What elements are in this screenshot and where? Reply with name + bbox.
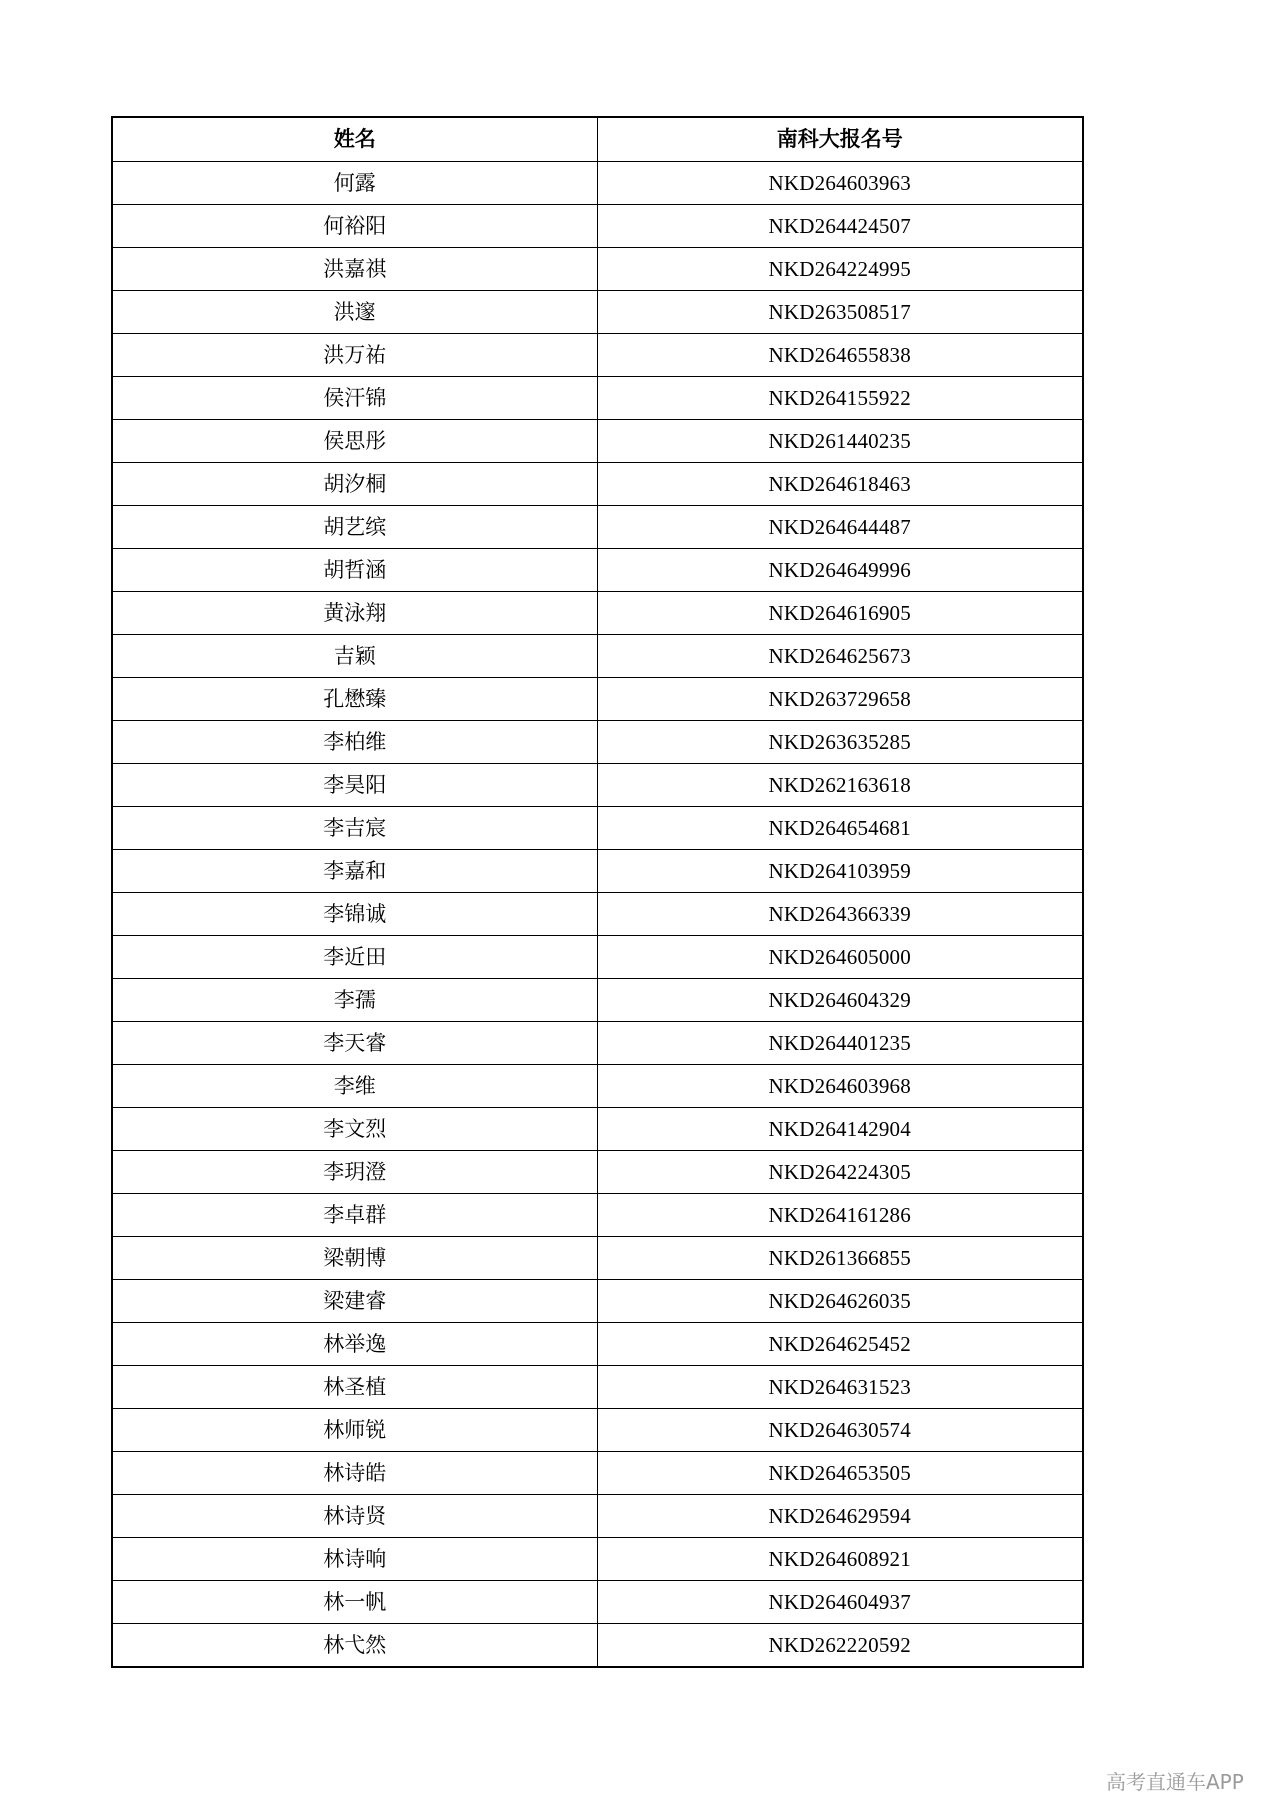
registration-number-cell: NKD264605000 bbox=[597, 936, 1083, 979]
registration-number-cell: NKD264604329 bbox=[597, 979, 1083, 1022]
name-cell: 林举逸 bbox=[112, 1323, 597, 1366]
registration-number-cell: NKD264603968 bbox=[597, 1065, 1083, 1108]
table-row bbox=[112, 764, 1083, 807]
name-cell: 洪邃 bbox=[112, 291, 597, 334]
name-cell: 李近田 bbox=[112, 936, 597, 979]
header-row bbox=[112, 117, 1083, 162]
watermark: 高考直通车APP bbox=[1106, 1770, 1244, 1794]
table-row bbox=[112, 334, 1083, 377]
table-row bbox=[112, 1194, 1083, 1237]
table-body bbox=[112, 162, 1083, 1668]
registration-number-cell: NKD264629594 bbox=[597, 1495, 1083, 1538]
table-row bbox=[112, 291, 1083, 334]
name-cell: 林圣植 bbox=[112, 1366, 597, 1409]
registration-number-cell: NKD264625452 bbox=[597, 1323, 1083, 1366]
registration-number-cell: NKD262163618 bbox=[597, 764, 1083, 807]
name-cell: 林弋然 bbox=[112, 1624, 597, 1668]
name-cell: 李孺 bbox=[112, 979, 597, 1022]
registration-number-cell: NKD264616905 bbox=[597, 592, 1083, 635]
registration-number-cell: NKD264618463 bbox=[597, 463, 1083, 506]
registration-number-cell: NKD261440235 bbox=[597, 420, 1083, 463]
name-cell: 黄泳翔 bbox=[112, 592, 597, 635]
name-cell: 侯汗锦 bbox=[112, 377, 597, 420]
table-row bbox=[112, 1323, 1083, 1366]
registration-number-cell: NKD264654681 bbox=[597, 807, 1083, 850]
name-cell: 李天睿 bbox=[112, 1022, 597, 1065]
registration-number-cell: NKD264608921 bbox=[597, 1538, 1083, 1581]
registration-number-cell: NKD264603963 bbox=[597, 162, 1083, 205]
header-registration-number: 南科大报名号 bbox=[597, 117, 1083, 162]
table-row bbox=[112, 248, 1083, 291]
table-header bbox=[112, 117, 1083, 162]
table-row bbox=[112, 463, 1083, 506]
table-row bbox=[112, 1366, 1083, 1409]
registration-number-cell: NKD264161286 bbox=[597, 1194, 1083, 1237]
registration-number-cell: NKD264424507 bbox=[597, 205, 1083, 248]
table-row bbox=[112, 1538, 1083, 1581]
table-row bbox=[112, 807, 1083, 850]
registration-number-cell: NKD264653505 bbox=[597, 1452, 1083, 1495]
registration-number-cell: NKD264626035 bbox=[597, 1280, 1083, 1323]
registration-number-cell: NKD261366855 bbox=[597, 1237, 1083, 1280]
name-cell: 李卓群 bbox=[112, 1194, 597, 1237]
name-cell: 胡哲涵 bbox=[112, 549, 597, 592]
name-cell: 洪万祐 bbox=[112, 334, 597, 377]
registration-number-cell: NKD264625673 bbox=[597, 635, 1083, 678]
name-cell: 孔懋臻 bbox=[112, 678, 597, 721]
table-row bbox=[112, 979, 1083, 1022]
table-row bbox=[112, 721, 1083, 764]
registration-number-cell: NKD264630574 bbox=[597, 1409, 1083, 1452]
table-row bbox=[112, 1624, 1083, 1668]
name-cell: 李玥澄 bbox=[112, 1151, 597, 1194]
table-row bbox=[112, 420, 1083, 463]
table-row bbox=[112, 1452, 1083, 1495]
name-cell: 梁建睿 bbox=[112, 1280, 597, 1323]
table-row bbox=[112, 1581, 1083, 1624]
name-cell: 林诗贤 bbox=[112, 1495, 597, 1538]
name-cell: 胡艺缤 bbox=[112, 506, 597, 549]
table-row bbox=[112, 549, 1083, 592]
table-row bbox=[112, 377, 1083, 420]
name-cell: 林诗响 bbox=[112, 1538, 597, 1581]
table-row bbox=[112, 635, 1083, 678]
registration-number-cell: NKD264224305 bbox=[597, 1151, 1083, 1194]
table-row bbox=[112, 1409, 1083, 1452]
registration-number-cell: NKD264142904 bbox=[597, 1108, 1083, 1151]
name-cell: 梁朝博 bbox=[112, 1237, 597, 1280]
table-row bbox=[112, 936, 1083, 979]
table-row bbox=[112, 1237, 1083, 1280]
name-cell: 林一帆 bbox=[112, 1581, 597, 1624]
name-cell: 李文烈 bbox=[112, 1108, 597, 1151]
name-cell: 吉颖 bbox=[112, 635, 597, 678]
name-cell: 胡汐桐 bbox=[112, 463, 597, 506]
registration-number-cell: NKD262220592 bbox=[597, 1624, 1083, 1668]
registration-number-cell: NKD264655838 bbox=[597, 334, 1083, 377]
name-cell: 李柏维 bbox=[112, 721, 597, 764]
name-cell: 李维 bbox=[112, 1065, 597, 1108]
table-row bbox=[112, 893, 1083, 936]
name-cell: 何露 bbox=[112, 162, 597, 205]
name-cell: 何裕阳 bbox=[112, 205, 597, 248]
registration-number-cell: NKD263729658 bbox=[597, 678, 1083, 721]
table-row bbox=[112, 1280, 1083, 1323]
registration-number-cell: NKD264155922 bbox=[597, 377, 1083, 420]
table-row bbox=[112, 678, 1083, 721]
registration-number-cell: NKD264366339 bbox=[597, 893, 1083, 936]
table-row bbox=[112, 1151, 1083, 1194]
registration-number-cell: NKD264649996 bbox=[597, 549, 1083, 592]
name-cell: 李锦诚 bbox=[112, 893, 597, 936]
table-row bbox=[112, 205, 1083, 248]
name-cell: 李嘉和 bbox=[112, 850, 597, 893]
name-cell: 李昊阳 bbox=[112, 764, 597, 807]
table-row bbox=[112, 592, 1083, 635]
table-row bbox=[112, 1065, 1083, 1108]
registration-number-cell: NKD264224995 bbox=[597, 248, 1083, 291]
table-row bbox=[112, 850, 1083, 893]
registration-number-cell: NKD263508517 bbox=[597, 291, 1083, 334]
registration-number-cell: NKD263635285 bbox=[597, 721, 1083, 764]
enrollment-table bbox=[111, 116, 1084, 1668]
name-cell: 林师锐 bbox=[112, 1409, 597, 1452]
registration-number-cell: NKD264604937 bbox=[597, 1581, 1083, 1624]
table-row bbox=[112, 1108, 1083, 1151]
registration-number-cell: NKD264401235 bbox=[597, 1022, 1083, 1065]
table-row bbox=[112, 1022, 1083, 1065]
table-row bbox=[112, 506, 1083, 549]
name-cell: 洪嘉祺 bbox=[112, 248, 597, 291]
name-cell: 李吉宸 bbox=[112, 807, 597, 850]
name-cell: 林诗皓 bbox=[112, 1452, 597, 1495]
table-row bbox=[112, 1495, 1083, 1538]
header-name: 姓名 bbox=[112, 117, 597, 162]
registration-number-cell: NKD264103959 bbox=[597, 850, 1083, 893]
registration-number-cell: NKD264631523 bbox=[597, 1366, 1083, 1409]
name-cell: 侯思彤 bbox=[112, 420, 597, 463]
registration-number-cell: NKD264644487 bbox=[597, 506, 1083, 549]
table-row bbox=[112, 162, 1083, 205]
